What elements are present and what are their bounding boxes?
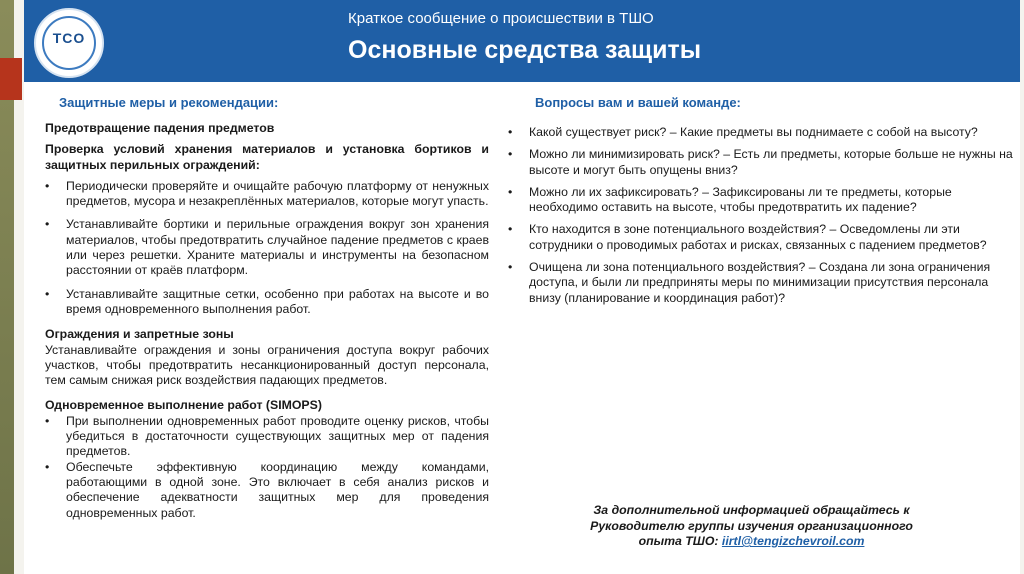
list-item: • Устанавливайте защитные сетки, особенно при работах на высоте и во время одновременного выполнения работ. xyxy=(45,287,489,318)
slide xyxy=(24,0,1020,574)
decorative-red-tab xyxy=(0,58,22,100)
company-logo xyxy=(34,8,104,78)
section1-title: Предотвращение падения предметов xyxy=(45,121,275,135)
left-column xyxy=(45,121,489,521)
left-heading: Защитные меры и рекомендации: xyxy=(59,95,279,110)
contact-info xyxy=(579,503,924,550)
contact-email-link[interactable]: iirtl@tengizchevroil.com xyxy=(721,534,865,548)
section2-text: Устанавливайте ограждения и зоны ограничения доступа вокруг рабочих участков, чтобы предотвратить несанкционированный доступ персонала, тем самым снижая риск воздействия падающих предметов. xyxy=(45,342,489,388)
list-item: • Периодически проверяйте и очищайте рабочую платформу от ненужных предметов, мусора и незакреплённых материалов, которые могут упасть. xyxy=(45,179,489,210)
contact-line3 xyxy=(579,534,924,550)
list-item: • Какой существует риск? – Какие предметы вы поднимаете с собой на высоту? xyxy=(508,125,1020,140)
header-banner xyxy=(24,0,1020,82)
section3-title: Одновременное выполнение работ (SIMOPS) xyxy=(45,398,322,413)
section1-subtitle: Проверка условий хранения материалов и установка бортиков и защитных перильных ограждений: xyxy=(45,142,489,172)
header-subtitle: Краткое сообщение о происшествии в ТШО xyxy=(348,10,654,27)
list-item: • Устанавливайте бортики и перильные ограждения вокруг зон хранения материалов, чтобы предотвратить случайное падение предметов с краев или через решетки. Храните материалы и инструменты на безопасном расстоянии от краёв платформ. xyxy=(45,217,489,278)
right-column xyxy=(508,125,1020,313)
page-title: Основные средства защиты xyxy=(348,36,702,64)
list-item: • Обеспечьте эффективную координацию между командами, работающими в одной зоне. Это включает в себя анализ рисков и обеспечение адекватности защитных мер для проведения одновременных работ. xyxy=(45,460,489,521)
list-item: • Кто находится в зоне потенциального воздействия? – Осведомлены ли эти сотрудники о проводимых работах и рисках, связанных с падением предметов? xyxy=(508,222,1020,253)
list-item: • При выполнении одновременных работ проводите оценку рисков, чтобы убедиться в достаточности существующих защитных мер от падения предметов. xyxy=(45,414,489,460)
contact-line1: За дополнительной информацией обращайтесь к xyxy=(593,503,910,517)
right-heading: Вопросы вам и вашей команде: xyxy=(535,95,741,110)
questions-list xyxy=(508,125,1020,306)
section3-list xyxy=(45,414,489,521)
list-item: • Можно ли их зафиксировать? – Зафиксированы ли те предметы, которые необходимо оставить на высоте, чтобы предотвратить их падение? xyxy=(508,185,1020,216)
logo-text: TCO xyxy=(52,30,86,46)
section2-title: Ограждения и запретные зоны xyxy=(45,327,234,342)
list-item: • Очищена ли зона потенциального воздействия? – Создана ли зона ограничения доступа, и были ли предприняты меры по минимизации присутствия персонала внизу (планирование и координация работ)? xyxy=(508,260,1020,306)
section1-list xyxy=(45,179,489,317)
contact-line2: Руководителю группы изучения организационного xyxy=(590,518,913,533)
list-item: • Можно ли минимизировать риск? – Есть ли предметы, которые больше не нужны на высоте и могут быть опущены вниз? xyxy=(508,147,1020,178)
contact-prefix: опыта ТШО: xyxy=(638,534,722,548)
